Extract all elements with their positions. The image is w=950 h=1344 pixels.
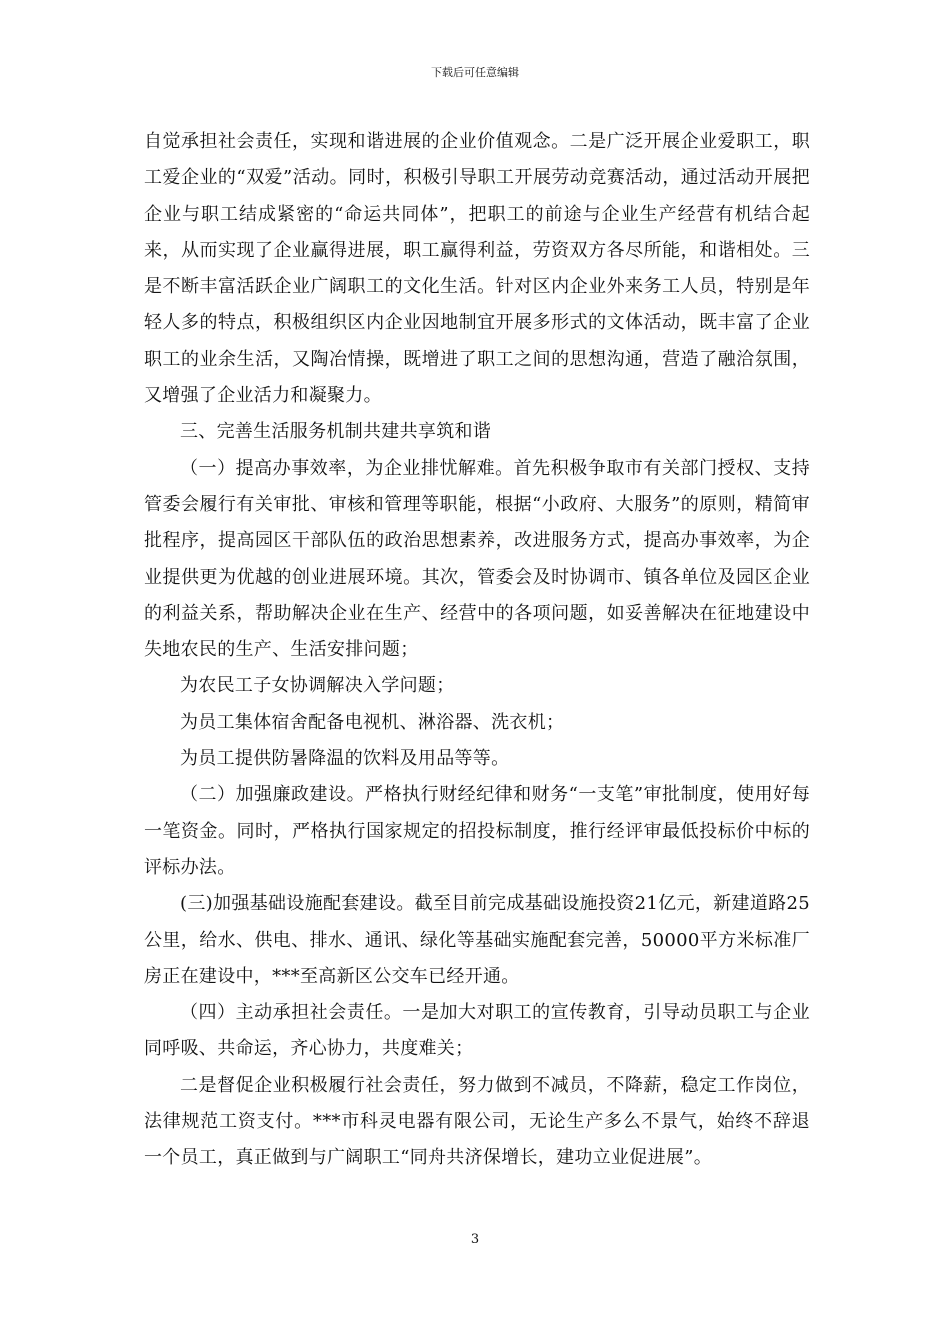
paragraph-supplies: 为员工提供防暑降温的饮料及用品等等。 <box>180 748 510 770</box>
paragraph-supervision: 二是督促企业积极履行社会责任，努力做到不减员，不降薪，稳定工作岗位，法律规范工资支付。***市科灵电器有限公司，无论生产多么不景气，始终不辞退一个员工，真正做到与广阔职工“同舟共济保增长，建功立业促进展”。 <box>144 1074 810 1169</box>
paragraph-efficiency: （一）提高办事效率，为企业排忧解难。首先积极争取市有关部门授权、支持管委会履行有关审批、审核和管理等职能，根据“小政府、大服务”的原则，精简审批程序，提高园区干部队伍的政治思想素养，改进服务方式，提高办事效率，为企业提供更为优越的创业进展环境。其次，管委会及时协调市、镇各单位及园区企业的利益关系，帮助解决企业在生产、经营中的各项问题，如妥善解决在征地建设中失地农民的生产、生活安排问题； <box>144 457 810 661</box>
document-body <box>144 124 810 1177</box>
paragraph-infrastructure: (三)加强基础设施配套建设。截至目前完成基础设施投资21亿元，新建道路25公里，给水、供电、排水、通讯、绿化等基础实施配套完善，50000平方米标准厂房正在建设中，***至高新区公交车已经开通。 <box>144 893 810 987</box>
paragraph-continuation: 自觉承担社会责任，实现和谐进展的企业价值观念。二是广泛开展企业爱职工，职工爱企业的“双爱”活动。同时，积极引导职工开展劳动竞赛活动，通过活动开展把企业与职工结成紧密的“命运共同体”，把职工的前途与企业生产经营有机结合起来，从而实现了企业赢得进展，职工赢得利益，劳资双方各尽所能，和谐相处。三是不断丰富活跃企业广阔职工的文化生活。针对区内企业外来务工人员，特别是年轻人多的特点，积极组织区内企业因地制宜开展多形式的文体活动，既丰富了企业职工的业余生活，又陶冶情操，既增进了职工之间的思想沟通，营造了融洽氛围，又增强了企业活力和凝聚力。 <box>144 131 810 407</box>
page-header: 下载后可任意编辑 <box>431 66 519 79</box>
page-number: 3 <box>470 1232 480 1247</box>
paragraph-dormitory: 为员工集体宿舍配备电视机、淋浴器、洗衣机； <box>180 711 565 733</box>
section-heading: 三、完善生活服务机制共建共享筑和谐 <box>180 421 492 443</box>
paragraph-responsibility: （四）主动承担社会责任。一是加大对职工的宣传教育，引导动员职工与企业同呼吸、共命运，齐心协力，共度难关； <box>144 1002 810 1060</box>
paragraph-schooling: 为农民工子女协调解决入学问题； <box>180 675 455 697</box>
paragraph-integrity: （二）加强廉政建设。严格执行财经纪律和财务“一支笔”审批制度，使用好每一笔资金。同时，严格执行国家规定的招投标制度，推行经评审最低投标价中标的评标办法。 <box>144 784 810 878</box>
